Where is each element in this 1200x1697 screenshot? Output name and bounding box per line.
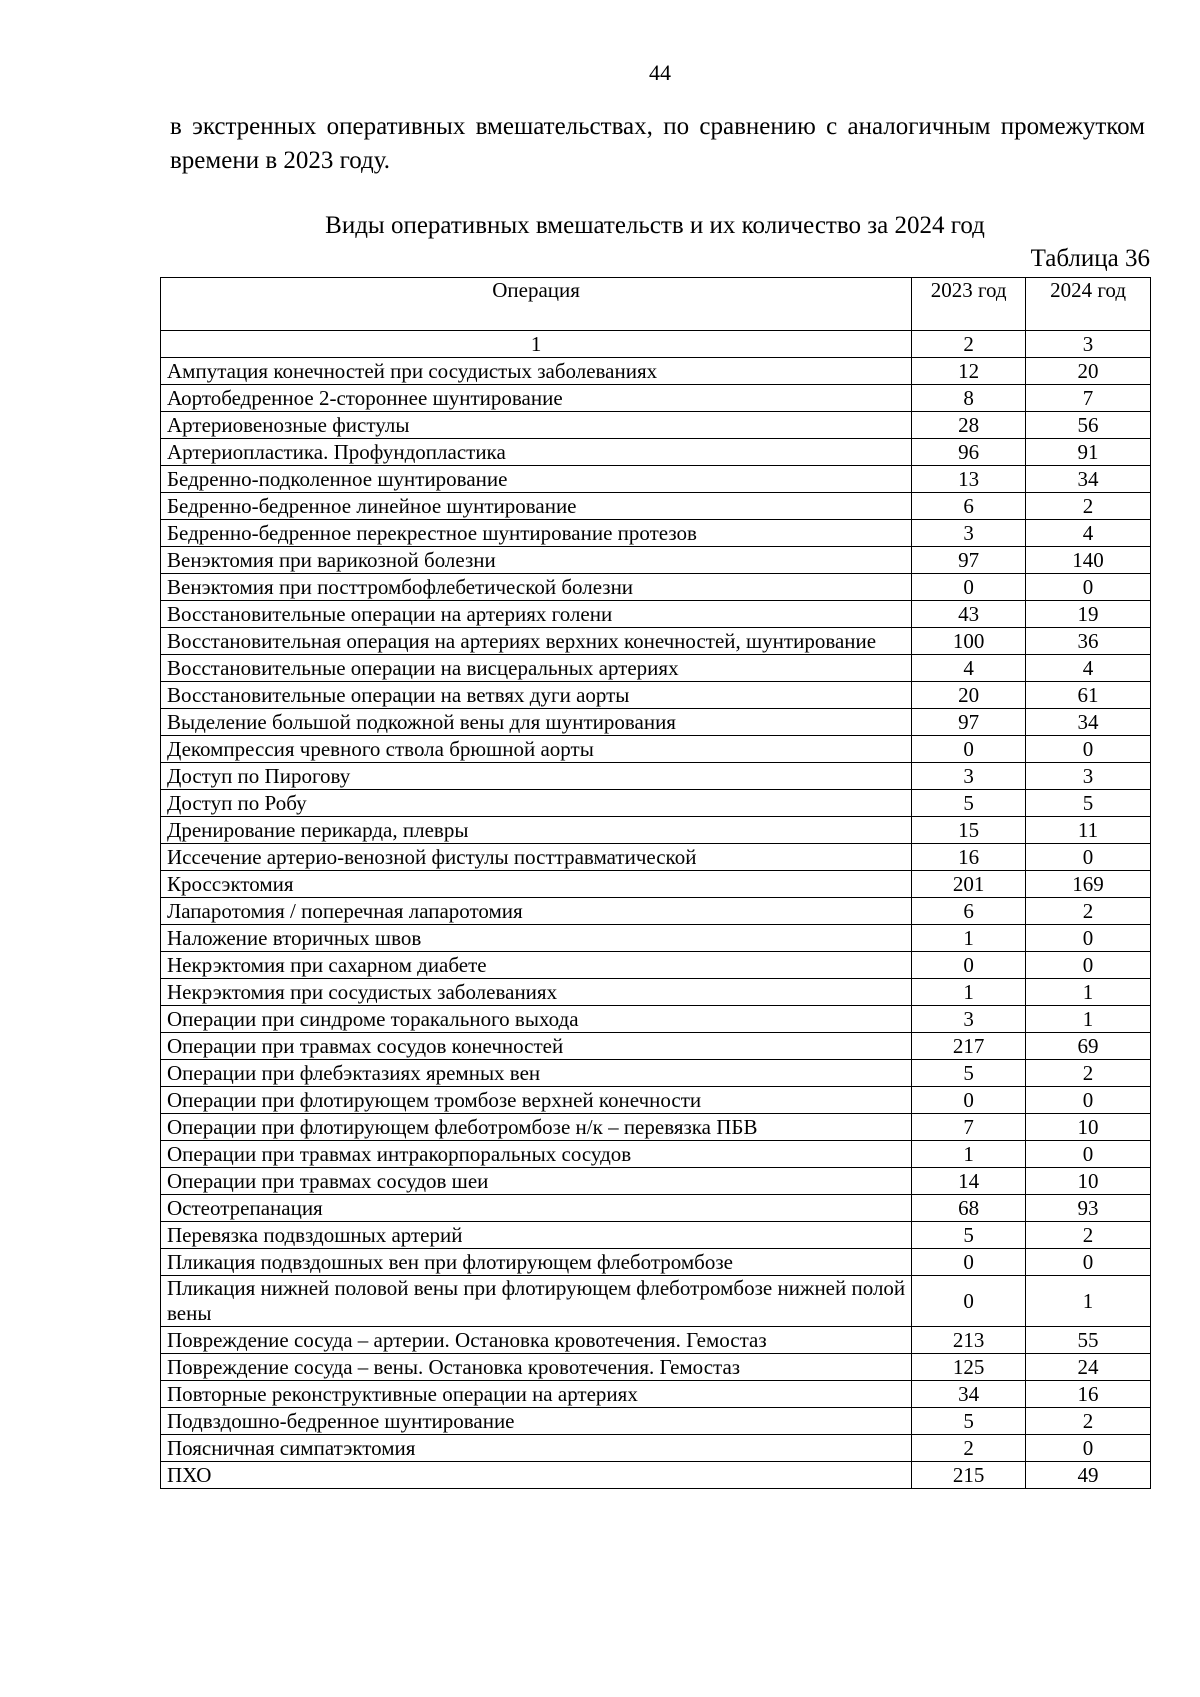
value-2024: 34 bbox=[1026, 709, 1151, 736]
table-row bbox=[161, 871, 1151, 898]
table-row bbox=[161, 628, 1151, 655]
operation-name: Бедренно-подколенное шунтирование bbox=[161, 466, 912, 493]
value-2024: 20 bbox=[1026, 358, 1151, 385]
table-row bbox=[161, 466, 1151, 493]
table-row bbox=[161, 1087, 1151, 1114]
table-row bbox=[161, 1276, 1151, 1327]
operation-name: Декомпрессия чревного ствола брюшной аорты bbox=[161, 736, 912, 763]
value-2024: 2 bbox=[1026, 1408, 1151, 1435]
table-row bbox=[161, 1249, 1151, 1276]
operation-name: Поясничная симпатэктомия bbox=[161, 1435, 912, 1462]
table-row bbox=[161, 1060, 1151, 1087]
table-row bbox=[161, 358, 1151, 385]
table-caption: Виды оперативных вмешательств и их количество за 2024 год bbox=[325, 212, 985, 239]
operation-name: Восстановительная операция на артериях верхних конечностей, шунтирование bbox=[161, 628, 912, 655]
value-2023: 96 bbox=[912, 439, 1026, 466]
value-2024: 0 bbox=[1026, 1435, 1151, 1462]
value-2023: 217 bbox=[912, 1033, 1026, 1060]
value-2024: 61 bbox=[1026, 682, 1151, 709]
value-2024: 0 bbox=[1026, 925, 1151, 952]
operation-name: Дренирование перикарда, плевры bbox=[161, 817, 912, 844]
value-2023: 5 bbox=[912, 790, 1026, 817]
operation-name: Восстановительные операции на висцеральных артериях bbox=[161, 655, 912, 682]
operation-name: Иссечение артерио-венозной фистулы посттравматической bbox=[161, 844, 912, 871]
value-2024: 2 bbox=[1026, 898, 1151, 925]
value-2023: 0 bbox=[912, 952, 1026, 979]
value-2024: 1 bbox=[1026, 1006, 1151, 1033]
table-row bbox=[161, 709, 1151, 736]
operation-name: Операции при травмах сосудов конечностей bbox=[161, 1033, 912, 1060]
value-2023: 6 bbox=[912, 493, 1026, 520]
header-2024: 2024 год bbox=[1026, 278, 1151, 331]
value-2024: 0 bbox=[1026, 736, 1151, 763]
value-2024: 1 bbox=[1026, 979, 1151, 1006]
value-2023: 5 bbox=[912, 1060, 1026, 1087]
value-2023: 4 bbox=[912, 655, 1026, 682]
value-2024: 0 bbox=[1026, 952, 1151, 979]
value-2024: 4 bbox=[1026, 520, 1151, 547]
operation-name: Артериовенозные фистулы bbox=[161, 412, 912, 439]
operation-name: Повторные реконструктивные операции на артериях bbox=[161, 1381, 912, 1408]
intro-paragraph: в экстренных оперативных вмешательствах, по сравнению с аналогичным промежутком времени в 2023 году. bbox=[170, 113, 1145, 174]
value-2023: 8 bbox=[912, 385, 1026, 412]
value-2024: 49 bbox=[1026, 1462, 1151, 1489]
value-2024: 69 bbox=[1026, 1033, 1151, 1060]
table-row bbox=[161, 979, 1151, 1006]
operation-name: Операции при флебэктазиях яремных вен bbox=[161, 1060, 912, 1087]
operation-name: Некрэктомия при сахарном диабете bbox=[161, 952, 912, 979]
value-2024: 56 bbox=[1026, 412, 1151, 439]
table-header-row bbox=[161, 278, 1151, 331]
value-2023: 3 bbox=[912, 763, 1026, 790]
operation-name: Наложение вторичных швов bbox=[161, 925, 912, 952]
operation-name: Остеотрепанация bbox=[161, 1195, 912, 1222]
value-2023: 5 bbox=[912, 1222, 1026, 1249]
table-row bbox=[161, 520, 1151, 547]
operation-name: Подвздошно-бедренное шунтирование bbox=[161, 1408, 912, 1435]
value-2024: 10 bbox=[1026, 1168, 1151, 1195]
value-2024: 0 bbox=[1026, 1141, 1151, 1168]
value-2023: 34 bbox=[912, 1381, 1026, 1408]
value-2023: 20 bbox=[912, 682, 1026, 709]
value-2023: 213 bbox=[912, 1327, 1026, 1354]
value-2024: 2 bbox=[1026, 1060, 1151, 1087]
value-2023: 15 bbox=[912, 817, 1026, 844]
value-2024: 140 bbox=[1026, 547, 1151, 574]
value-2024: 0 bbox=[1026, 1249, 1151, 1276]
value-2023: 3 bbox=[912, 1006, 1026, 1033]
value-2024: 91 bbox=[1026, 439, 1151, 466]
operation-name: Бедренно-бедренное линейное шунтирование bbox=[161, 493, 912, 520]
column-index-row bbox=[161, 331, 1151, 358]
value-2023: 68 bbox=[912, 1195, 1026, 1222]
table-row bbox=[161, 1327, 1151, 1354]
operation-name: Перевязка подвздошных артерий bbox=[161, 1222, 912, 1249]
operation-name: Пликация нижней половой вены при флотирующем флеботромбозе нижней полой вены bbox=[161, 1276, 912, 1327]
value-2023: 201 bbox=[912, 871, 1026, 898]
value-2023: 7 bbox=[912, 1114, 1026, 1141]
value-2024: 11 bbox=[1026, 817, 1151, 844]
table-row bbox=[161, 763, 1151, 790]
value-2023: 16 bbox=[912, 844, 1026, 871]
table-row bbox=[161, 1408, 1151, 1435]
value-2023: 0 bbox=[912, 1249, 1026, 1276]
table-row bbox=[161, 898, 1151, 925]
table-row bbox=[161, 1168, 1151, 1195]
table-row bbox=[161, 601, 1151, 628]
operation-name: Венэктомия при посттромбофлебетической болезни bbox=[161, 574, 912, 601]
operation-name: Артериопластика. Профундопластика bbox=[161, 439, 912, 466]
operation-name: Аортобедренное 2-стороннее шунтирование bbox=[161, 385, 912, 412]
value-2024: 24 bbox=[1026, 1354, 1151, 1381]
table-row bbox=[161, 493, 1151, 520]
value-2023: 97 bbox=[912, 547, 1026, 574]
value-2024: 36 bbox=[1026, 628, 1151, 655]
value-2023: 0 bbox=[912, 1276, 1026, 1327]
value-2023: 1 bbox=[912, 925, 1026, 952]
operation-name: Лапаротомия / поперечная лапаротомия bbox=[161, 898, 912, 925]
value-2024: 3 bbox=[1026, 763, 1151, 790]
value-2024: 169 bbox=[1026, 871, 1151, 898]
value-2024: 19 bbox=[1026, 601, 1151, 628]
value-2024: 2 bbox=[1026, 1222, 1151, 1249]
value-2024: 10 bbox=[1026, 1114, 1151, 1141]
operation-name: Выделение большой подкожной вены для шунтирования bbox=[161, 709, 912, 736]
value-2023: 0 bbox=[912, 736, 1026, 763]
value-2023: 125 bbox=[912, 1354, 1026, 1381]
value-2024: 7 bbox=[1026, 385, 1151, 412]
table-row bbox=[161, 574, 1151, 601]
table-row bbox=[161, 736, 1151, 763]
value-2023: 2 bbox=[912, 1435, 1026, 1462]
operation-name: Венэктомия при варикозной болезни bbox=[161, 547, 912, 574]
column-index: 3 bbox=[1026, 331, 1151, 358]
value-2023: 3 bbox=[912, 520, 1026, 547]
operation-name: Операции при травмах интракорпоральных сосудов bbox=[161, 1141, 912, 1168]
value-2024: 93 bbox=[1026, 1195, 1151, 1222]
value-2023: 215 bbox=[912, 1462, 1026, 1489]
table-row bbox=[161, 1006, 1151, 1033]
value-2023: 13 bbox=[912, 466, 1026, 493]
operation-name: Доступ по Пирогову bbox=[161, 763, 912, 790]
value-2024: 0 bbox=[1026, 574, 1151, 601]
table-row bbox=[161, 1033, 1151, 1060]
operation-name: ПХО bbox=[161, 1462, 912, 1489]
value-2023: 100 bbox=[912, 628, 1026, 655]
table-row bbox=[161, 547, 1151, 574]
value-2023: 43 bbox=[912, 601, 1026, 628]
value-2024: 2 bbox=[1026, 493, 1151, 520]
operation-name: Операции при травмах сосудов шеи bbox=[161, 1168, 912, 1195]
operation-name: Ампутация конечностей при сосудистых заболеваниях bbox=[161, 358, 912, 385]
table-row bbox=[161, 682, 1151, 709]
table-row bbox=[161, 925, 1151, 952]
value-2023: 14 bbox=[912, 1168, 1026, 1195]
table-row bbox=[161, 844, 1151, 871]
operation-name: Кроссэктомия bbox=[161, 871, 912, 898]
value-2023: 0 bbox=[912, 574, 1026, 601]
table-row bbox=[161, 439, 1151, 466]
value-2023: 97 bbox=[912, 709, 1026, 736]
table-row bbox=[161, 1381, 1151, 1408]
page-number: 44 bbox=[649, 60, 671, 85]
value-2023: 5 bbox=[912, 1408, 1026, 1435]
value-2024: 4 bbox=[1026, 655, 1151, 682]
value-2024: 34 bbox=[1026, 466, 1151, 493]
operations-table bbox=[160, 277, 1151, 1489]
table-row bbox=[161, 1435, 1151, 1462]
table-row bbox=[161, 385, 1151, 412]
operation-name: Бедренно-бедренное перекрестное шунтирование протезов bbox=[161, 520, 912, 547]
table-row bbox=[161, 655, 1151, 682]
operation-name: Пликация подвздошных вен при флотирующем флеботромбозе bbox=[161, 1249, 912, 1276]
header-operation: Операция bbox=[161, 278, 912, 331]
value-2024: 55 bbox=[1026, 1327, 1151, 1354]
table-row bbox=[161, 1222, 1151, 1249]
operation-name: Восстановительные операции на артериях голени bbox=[161, 601, 912, 628]
value-2023: 0 bbox=[912, 1087, 1026, 1114]
operation-name: Операции при флотирующем флеботромбозе н/к – перевязка ПБВ bbox=[161, 1114, 912, 1141]
table-row bbox=[161, 817, 1151, 844]
value-2023: 6 bbox=[912, 898, 1026, 925]
column-index: 2 bbox=[912, 331, 1026, 358]
operation-name: Некрэктомия при сосудистых заболеваниях bbox=[161, 979, 912, 1006]
table-row bbox=[161, 1354, 1151, 1381]
operation-name: Операции при синдроме торакального выхода bbox=[161, 1006, 912, 1033]
value-2024: 0 bbox=[1026, 844, 1151, 871]
table-row bbox=[161, 1141, 1151, 1168]
operation-name: Восстановительные операции на ветвях дуги аорты bbox=[161, 682, 912, 709]
operation-name: Повреждение сосуда – артерии. Остановка кровотечения. Гемостаз bbox=[161, 1327, 912, 1354]
table-row bbox=[161, 952, 1151, 979]
value-2024: 5 bbox=[1026, 790, 1151, 817]
operation-name: Доступ по Робу bbox=[161, 790, 912, 817]
operation-name: Операции при флотирующем тромбозе верхней конечности bbox=[161, 1087, 912, 1114]
table-label: Таблица 36 bbox=[1030, 245, 1150, 272]
column-index: 1 bbox=[161, 331, 912, 358]
value-2023: 1 bbox=[912, 979, 1026, 1006]
value-2023: 1 bbox=[912, 1141, 1026, 1168]
table-row bbox=[161, 1462, 1151, 1489]
table-row bbox=[161, 1195, 1151, 1222]
header-2023: 2023 год bbox=[912, 278, 1026, 331]
value-2024: 1 bbox=[1026, 1276, 1151, 1327]
operation-name: Повреждение сосуда – вены. Остановка кровотечения. Гемостаз bbox=[161, 1354, 912, 1381]
value-2023: 28 bbox=[912, 412, 1026, 439]
table-row bbox=[161, 412, 1151, 439]
value-2024: 0 bbox=[1026, 1087, 1151, 1114]
table-row bbox=[161, 1114, 1151, 1141]
value-2023: 12 bbox=[912, 358, 1026, 385]
table-row bbox=[161, 790, 1151, 817]
value-2024: 16 bbox=[1026, 1381, 1151, 1408]
